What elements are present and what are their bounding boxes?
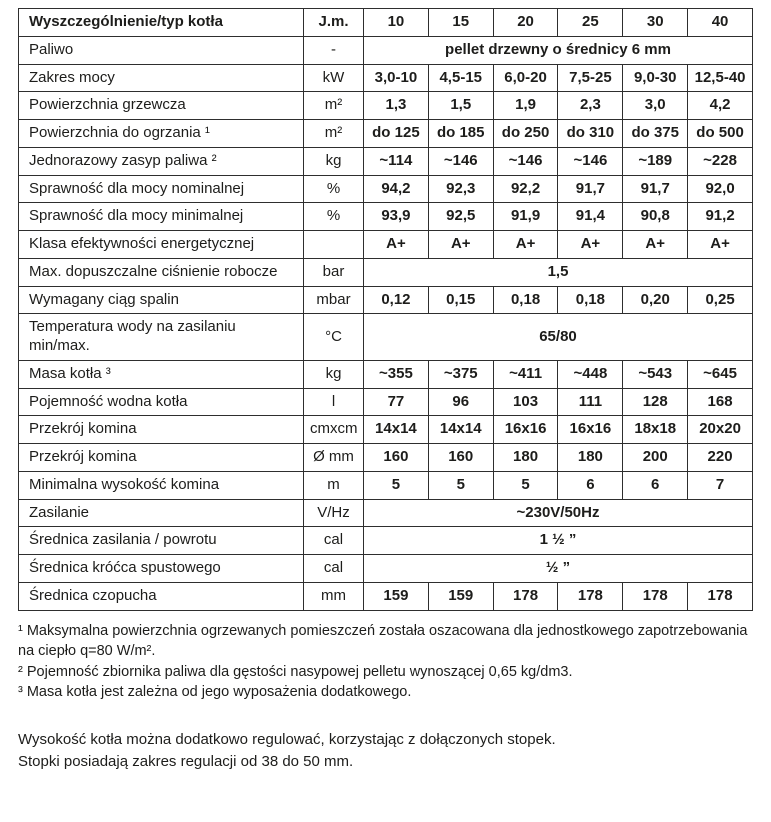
- row-value: ~189: [623, 147, 688, 175]
- header-model: 25: [558, 9, 623, 37]
- row-span-value: ½ ”: [364, 555, 753, 583]
- row-value: 92,0: [688, 175, 753, 203]
- row-unit: mm: [304, 582, 364, 610]
- row-value: A+: [558, 231, 623, 259]
- row-value: 5: [428, 471, 493, 499]
- row-label: Temperatura wody na zasilaniu min/max.: [19, 314, 304, 361]
- row-value: 91,9: [493, 203, 558, 231]
- row-label: Masa kotła ³: [19, 360, 304, 388]
- row-value: A+: [688, 231, 753, 259]
- row-value: 92,5: [428, 203, 493, 231]
- row-label: Zasilanie: [19, 499, 304, 527]
- table-row: [19, 120, 753, 148]
- row-value: 128: [623, 388, 688, 416]
- row-value: 91,2: [688, 203, 753, 231]
- row-value: ~146: [493, 147, 558, 175]
- row-value: 0,18: [558, 286, 623, 314]
- row-value: 93,9: [364, 203, 429, 231]
- row-label: Średnica czopucha: [19, 582, 304, 610]
- row-unit: m²: [304, 92, 364, 120]
- table-row: [19, 92, 753, 120]
- row-label: Średnica króćca spustowego: [19, 555, 304, 583]
- row-label: Wymagany ciąg spalin: [19, 286, 304, 314]
- table-row: [19, 444, 753, 472]
- row-unit: kg: [304, 147, 364, 175]
- note-line: Wysokość kotła można dodatkowo regulować, korzystając z dołączonych stopek.: [18, 730, 556, 748]
- row-value: 103: [493, 388, 558, 416]
- row-unit: bar: [304, 258, 364, 286]
- row-value: 200: [623, 444, 688, 472]
- row-value: 77: [364, 388, 429, 416]
- row-value: 159: [364, 582, 429, 610]
- row-value: ~411: [493, 360, 558, 388]
- row-value: 4,2: [688, 92, 753, 120]
- row-label: Przekrój komina: [19, 444, 304, 472]
- spec-table-body: [19, 36, 753, 610]
- table-row: [19, 471, 753, 499]
- row-unit: %: [304, 175, 364, 203]
- footnote: ³ Masa kotła jest zależna od jego wyposażenia dodatkowego.: [18, 684, 412, 701]
- header-row: [19, 9, 753, 37]
- row-value: 1,3: [364, 92, 429, 120]
- row-unit: [304, 231, 364, 259]
- header-model: 20: [493, 9, 558, 37]
- row-value: do 125: [364, 120, 429, 148]
- row-value: ~114: [364, 147, 429, 175]
- boiler-spec-table: [18, 8, 753, 611]
- footnote: ² Pojemność zbiornika paliwa dla gęstości nasypowej pelletu wynoszącej 0,65 kg/dm3.: [18, 663, 573, 680]
- row-unit: V/Hz: [304, 499, 364, 527]
- row-unit: m²: [304, 120, 364, 148]
- table-row: [19, 555, 753, 583]
- row-unit: cal: [304, 527, 364, 555]
- row-value: ~146: [428, 147, 493, 175]
- row-unit: m: [304, 471, 364, 499]
- row-value: 90,8: [623, 203, 688, 231]
- table-row: [19, 314, 753, 361]
- row-value: 7,5-25: [558, 64, 623, 92]
- row-label: Przekrój komina: [19, 416, 304, 444]
- row-value: 14x14: [428, 416, 493, 444]
- row-label: Jednorazowy zasyp paliwa ²: [19, 147, 304, 175]
- row-value: A+: [493, 231, 558, 259]
- header-model: 30: [623, 9, 688, 37]
- row-value: 3,0-10: [364, 64, 429, 92]
- header-label: Wyszczególnienie/typ kotła: [19, 9, 304, 37]
- row-value: do 500: [688, 120, 753, 148]
- row-value: 0,25: [688, 286, 753, 314]
- row-value: 220: [688, 444, 753, 472]
- table-row: [19, 527, 753, 555]
- row-value: 91,4: [558, 203, 623, 231]
- table-row: [19, 499, 753, 527]
- table-row: [19, 360, 753, 388]
- row-value: 2,3: [558, 92, 623, 120]
- table-row: [19, 231, 753, 259]
- row-value: do 375: [623, 120, 688, 148]
- footnotes: [18, 621, 753, 703]
- row-value: do 185: [428, 120, 493, 148]
- row-unit: kg: [304, 360, 364, 388]
- row-value: 0,18: [493, 286, 558, 314]
- row-value: 91,7: [558, 175, 623, 203]
- row-value: 9,0-30: [623, 64, 688, 92]
- row-value: 94,2: [364, 175, 429, 203]
- row-label: Max. dopuszczalne ciśnienie robocze: [19, 258, 304, 286]
- row-unit: °C: [304, 314, 364, 361]
- table-row: [19, 388, 753, 416]
- row-value: 6: [623, 471, 688, 499]
- row-value: 0,20: [623, 286, 688, 314]
- row-value: A+: [364, 231, 429, 259]
- table-row: [19, 416, 753, 444]
- row-value: 16x16: [558, 416, 623, 444]
- row-label: Paliwo: [19, 36, 304, 64]
- header-model: 15: [428, 9, 493, 37]
- table-row: [19, 36, 753, 64]
- row-label: Powierzchnia do ogrzania ¹: [19, 120, 304, 148]
- row-value: 160: [428, 444, 493, 472]
- row-value: 7: [688, 471, 753, 499]
- row-value: 5: [364, 471, 429, 499]
- row-value: 1,5: [428, 92, 493, 120]
- row-value: 178: [688, 582, 753, 610]
- row-label: Zakres mocy: [19, 64, 304, 92]
- row-label: Minimalna wysokość komina: [19, 471, 304, 499]
- table-row: [19, 64, 753, 92]
- row-value: 92,2: [493, 175, 558, 203]
- row-value: 6,0-20: [493, 64, 558, 92]
- row-label: Powierzchnia grzewcza: [19, 92, 304, 120]
- row-value: 160: [364, 444, 429, 472]
- row-value: 20x20: [688, 416, 753, 444]
- header-model: 10: [364, 9, 429, 37]
- row-label: Pojemność wodna kotła: [19, 388, 304, 416]
- note-line: Stopki posiadają zakres regulacji od 38 do 50 mm.: [18, 753, 354, 771]
- table-row: [19, 147, 753, 175]
- row-unit: cal: [304, 555, 364, 583]
- header-unit: J.m.: [304, 9, 364, 37]
- row-value: do 310: [558, 120, 623, 148]
- row-label: Średnica zasilania / powrotu: [19, 527, 304, 555]
- row-value: 178: [493, 582, 558, 610]
- row-value: ~355: [364, 360, 429, 388]
- row-value: ~146: [558, 147, 623, 175]
- row-unit: l: [304, 388, 364, 416]
- row-value: 12,5-40: [688, 64, 753, 92]
- row-value: 14x14: [364, 416, 429, 444]
- row-value: 0,15: [428, 286, 493, 314]
- row-value: 159: [428, 582, 493, 610]
- row-value: ~375: [428, 360, 493, 388]
- row-label: Klasa efektywności energetycznej: [19, 231, 304, 259]
- row-value: ~645: [688, 360, 753, 388]
- row-unit: kW: [304, 64, 364, 92]
- row-unit: mbar: [304, 286, 364, 314]
- row-span-value: 65/80: [364, 314, 753, 361]
- row-value: 180: [558, 444, 623, 472]
- row-value: ~448: [558, 360, 623, 388]
- row-span-value: 1,5: [364, 258, 753, 286]
- row-unit: Ø mm: [304, 444, 364, 472]
- row-value: 91,7: [623, 175, 688, 203]
- row-value: 178: [558, 582, 623, 610]
- row-value: 5: [493, 471, 558, 499]
- row-label: Sprawność dla mocy nominalnej: [19, 175, 304, 203]
- row-unit: cmxcm: [304, 416, 364, 444]
- row-value: 16x16: [493, 416, 558, 444]
- row-value: 92,3: [428, 175, 493, 203]
- bottom-notes: [18, 729, 753, 774]
- row-value: 3,0: [623, 92, 688, 120]
- row-span-value: ~230V/50Hz: [364, 499, 753, 527]
- row-value: ~228: [688, 147, 753, 175]
- row-value: 180: [493, 444, 558, 472]
- row-span-value: pellet drzewny o średnicy 6 mm: [364, 36, 753, 64]
- row-value: 18x18: [623, 416, 688, 444]
- row-value: do 250: [493, 120, 558, 148]
- header-model: 40: [688, 9, 753, 37]
- row-unit: -: [304, 36, 364, 64]
- row-value: A+: [623, 231, 688, 259]
- row-value: ~543: [623, 360, 688, 388]
- table-row: [19, 175, 753, 203]
- row-value: 178: [623, 582, 688, 610]
- table-row: [19, 582, 753, 610]
- row-value: 4,5-15: [428, 64, 493, 92]
- footnote: ¹ Maksymalna powierzchnia ogrzewanych pomieszczeń została oszacowana dla jednostkowego zapotrzebowania na ciepło q=80 W/m².: [18, 622, 748, 660]
- row-value: 96: [428, 388, 493, 416]
- table-row: [19, 203, 753, 231]
- table-row: [19, 286, 753, 314]
- row-label: Sprawność dla mocy minimalnej: [19, 203, 304, 231]
- row-span-value: 1 ½ ”: [364, 527, 753, 555]
- row-value: 111: [558, 388, 623, 416]
- row-unit: %: [304, 203, 364, 231]
- row-value: A+: [428, 231, 493, 259]
- table-row: [19, 258, 753, 286]
- row-value: 1,9: [493, 92, 558, 120]
- row-value: 168: [688, 388, 753, 416]
- row-value: 0,12: [364, 286, 429, 314]
- row-value: 6: [558, 471, 623, 499]
